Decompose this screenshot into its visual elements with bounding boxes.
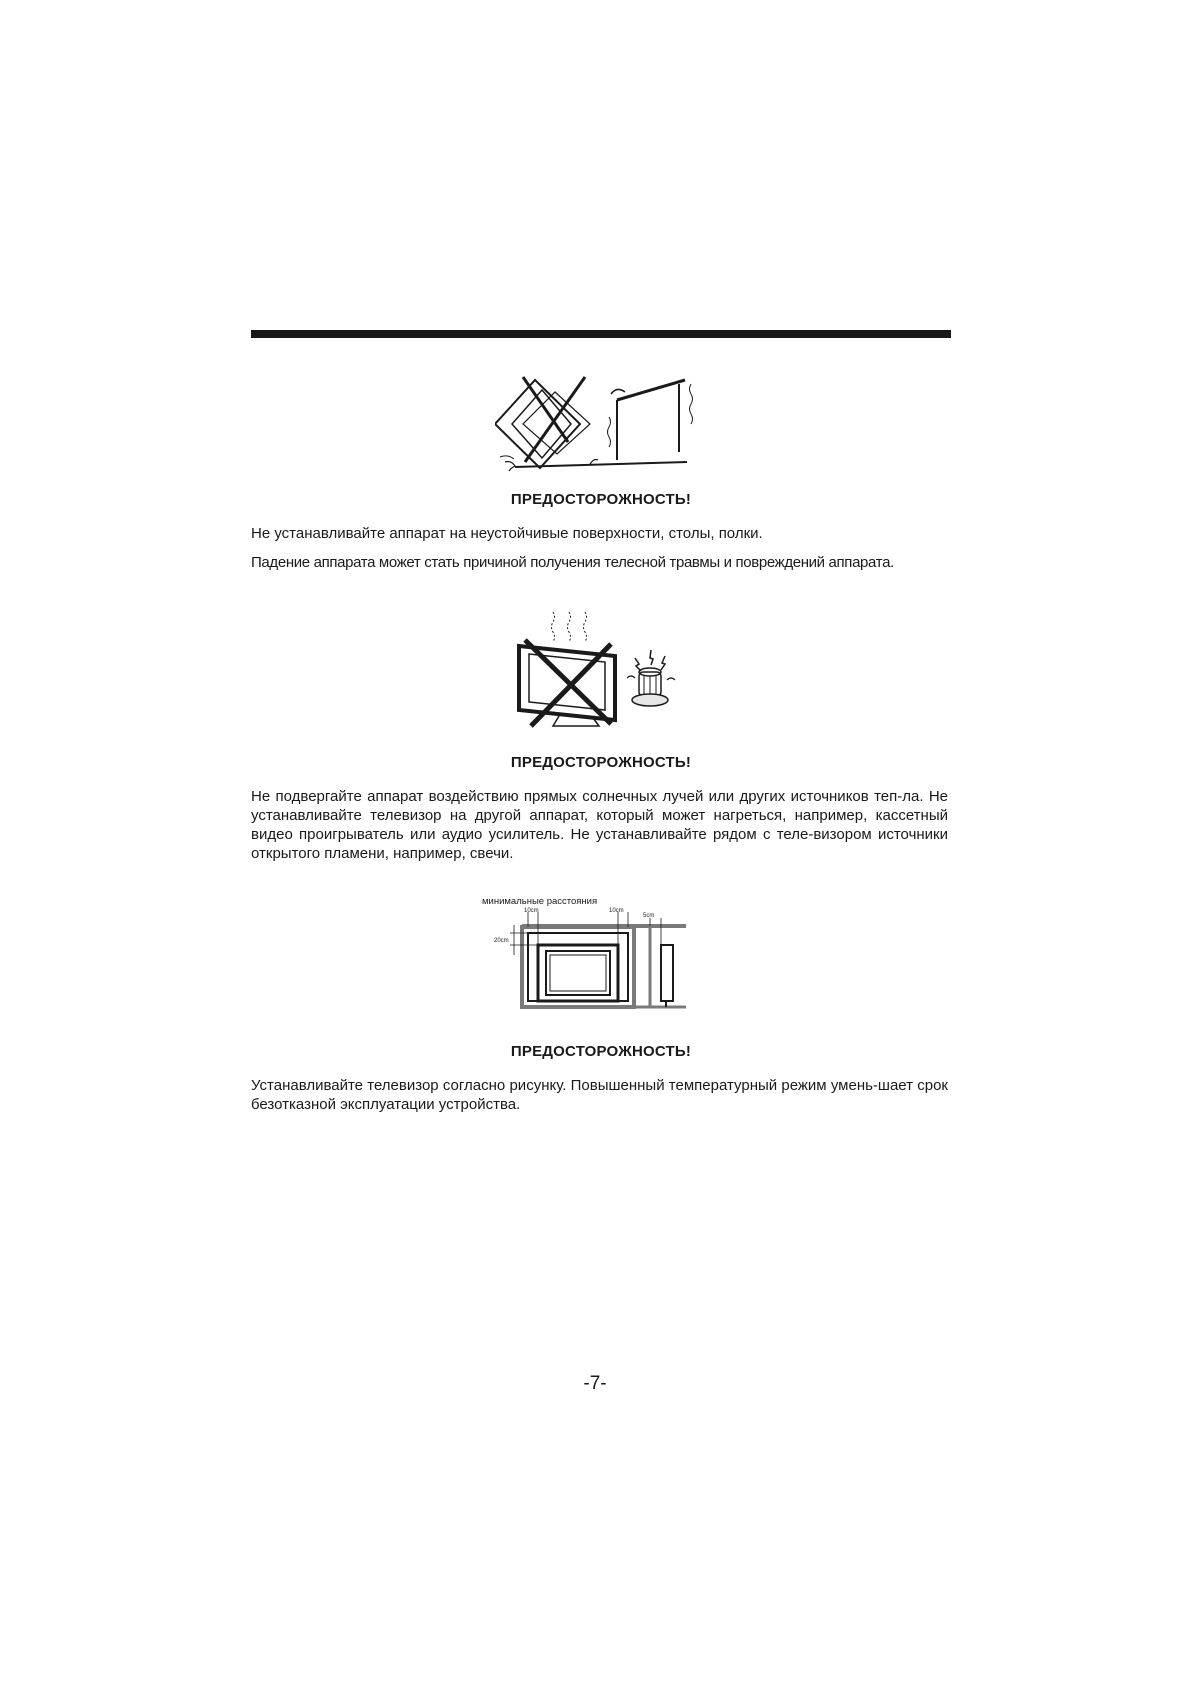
clearance-left-label: 10cm [524,908,539,914]
caution-heading-2: ПРЕДОСТОРОЖНОСТЬ! [510,754,692,771]
caution-3-text: Устанавливайте телевизор согласно рисунку. Повышенный температурный режим умень-шает срок безотказной эксплуатации устройства. [251,1077,948,1113]
caution-heading-1: ПРЕДОСТОРОЖНОСТЬ! [510,491,692,508]
top-rule [251,330,951,338]
caution-1-text-1: Не устанавливайте аппарат на неустойчивые поверхности, столы, полки. [251,525,763,542]
clearance-title: минимальные расстояния [482,896,598,907]
clearance-diagram [480,895,690,1020]
caution-2-text: Не подвергайте аппарат воздействию прямых солнечных лучей или других источников теп-ла. Не устанавливайте телевизор на другой аппарат, который может нагреться, например, кассетный видео проигрыватель или аудио усилитель. Не устанавливайте рядом с теле-визором источники открытого пламени, например, свечи. [251,788,948,862]
caution-1-text-2: Падение аппарата может стать причиной получения телесной травмы и повреждений аппарата. [251,554,894,571]
clearance-right-label: 10cm [609,908,624,914]
caution-heading-3: ПРЕДОСТОРОЖНОСТЬ! [510,1043,692,1060]
clearance-top-label: 20cm [494,938,509,944]
heat-source-illustration [513,610,683,728]
clearance-back-label: 5cm [643,913,655,919]
unstable-surface-illustration [495,372,695,480]
page-number: -7- [583,1373,607,1394]
